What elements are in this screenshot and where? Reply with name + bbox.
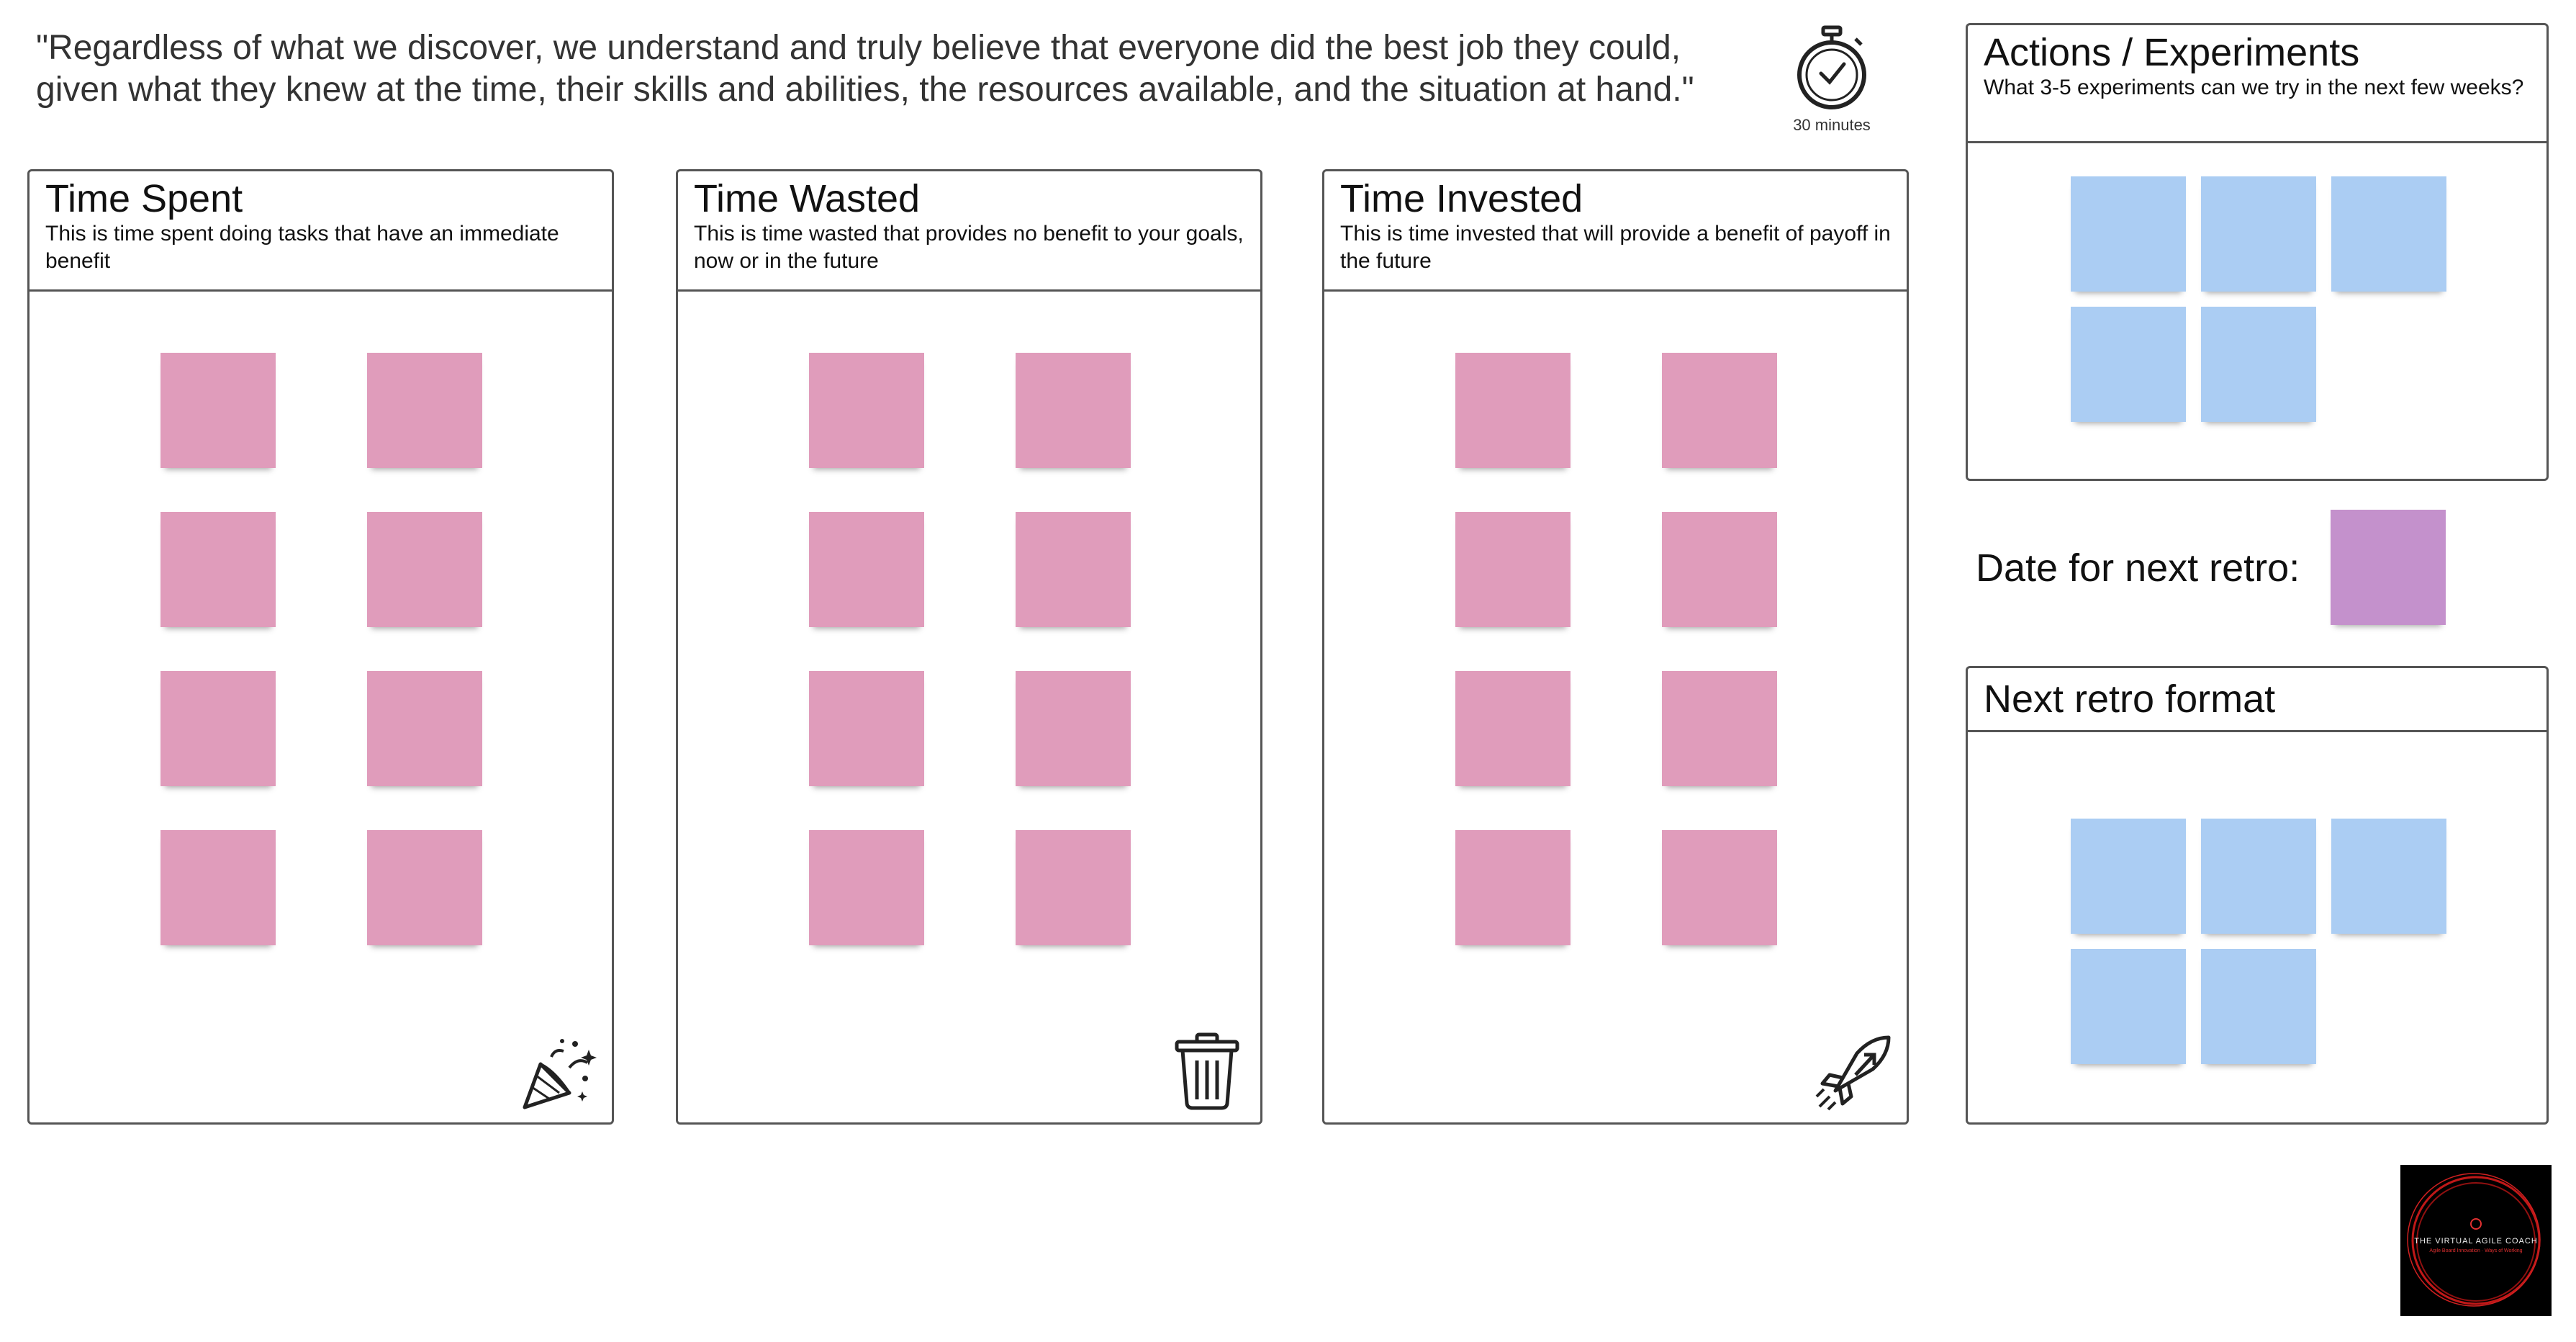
board-header: [678, 171, 1260, 292]
sticky-note[interactable]: [2071, 949, 2186, 1064]
sticky-note[interactable]: [2201, 176, 2316, 292]
sticky-note[interactable]: [2201, 307, 2316, 422]
board-title: Time Wasted: [694, 177, 921, 220]
party-popper-icon: [519, 1035, 598, 1114]
board-time-spent: [27, 169, 614, 1125]
board-header: [1968, 25, 2546, 143]
sticky-note[interactable]: [1662, 671, 1777, 786]
sticky-note[interactable]: [161, 353, 276, 468]
sticky-note[interactable]: [2201, 949, 2316, 1064]
sticky-note[interactable]: [1016, 671, 1131, 786]
sticky-note[interactable]: [161, 830, 276, 945]
sticky-note[interactable]: [2071, 307, 2186, 422]
sticky-note[interactable]: [1455, 512, 1571, 627]
next-retro-date-note[interactable]: [2331, 510, 2446, 625]
sticky-note[interactable]: [1662, 830, 1777, 945]
sticky-note[interactable]: [2331, 819, 2446, 934]
board-title: Time Invested: [1340, 177, 1583, 220]
next-retro-date-label: Date for next retro:: [1976, 546, 2300, 590]
sticky-note[interactable]: [809, 353, 924, 468]
sticky-note[interactable]: [1455, 353, 1571, 468]
board-time-invested: [1322, 169, 1909, 1125]
sticky-note[interactable]: [1016, 512, 1131, 627]
sticky-note[interactable]: [367, 830, 482, 945]
board-description: This is time invested that will provide a benefit of payoff in the future: [1340, 222, 1891, 273]
sticky-note[interactable]: [1016, 353, 1131, 468]
board-time-wasted: [676, 169, 1262, 1125]
prime-directive-quote: "Regardless of what we discover, we understand and truly believe that everyone did the best job they could, given what they knew at the time, their skills and abilities, the resources available, and the situation at hand.": [36, 29, 1694, 109]
next-retro-format-board: [1966, 666, 2549, 1125]
sticky-note[interactable]: [161, 671, 276, 786]
sticky-note[interactable]: [161, 512, 276, 627]
sticky-note[interactable]: [367, 671, 482, 786]
board-description: What 3-5 experiments can we try in the next few weeks?: [1984, 76, 2524, 99]
trash-can-icon: [1171, 1032, 1250, 1111]
sticky-note[interactable]: [367, 353, 482, 468]
actions-experiments-board: [1966, 23, 2549, 481]
sticky-note[interactable]: [1662, 353, 1777, 468]
logo-text: THE VIRTUAL AGILE COACH: [2414, 1237, 2538, 1246]
virtual-agile-coach-logo: [2400, 1165, 2552, 1316]
board-title: Time Spent: [45, 177, 243, 220]
sticky-note[interactable]: [1016, 830, 1131, 945]
sticky-note[interactable]: [2071, 819, 2186, 934]
board-header: [1968, 668, 2546, 732]
rocket-icon: [1814, 1033, 1893, 1112]
board-title: Next retro format: [1984, 677, 2276, 721]
sticky-note[interactable]: [1662, 512, 1777, 627]
sticky-note[interactable]: [2331, 176, 2446, 292]
sticky-note[interactable]: [367, 512, 482, 627]
sticky-note[interactable]: [1455, 830, 1571, 945]
board-title: Actions / Experiments: [1984, 31, 2360, 74]
board-description: This is time spent doing tasks that have an immediate benefit: [45, 222, 559, 273]
logo-subtext: Agile Board Innovation · Ways of Working: [2429, 1248, 2523, 1253]
sticky-note[interactable]: [2201, 819, 2316, 934]
board-description: This is time wasted that provides no benefit to your goals, now or in the future: [694, 222, 1244, 273]
sticky-note[interactable]: [809, 830, 924, 945]
sticky-note[interactable]: [809, 671, 924, 786]
sticky-note[interactable]: [2071, 176, 2186, 292]
sticky-note[interactable]: [809, 512, 924, 627]
stopwatch-icon: [1792, 24, 1871, 111]
board-header: [30, 171, 612, 292]
sticky-note[interactable]: [1455, 671, 1571, 786]
timer-label: 30 minutes: [1793, 116, 1871, 134]
board-header: [1324, 171, 1907, 292]
